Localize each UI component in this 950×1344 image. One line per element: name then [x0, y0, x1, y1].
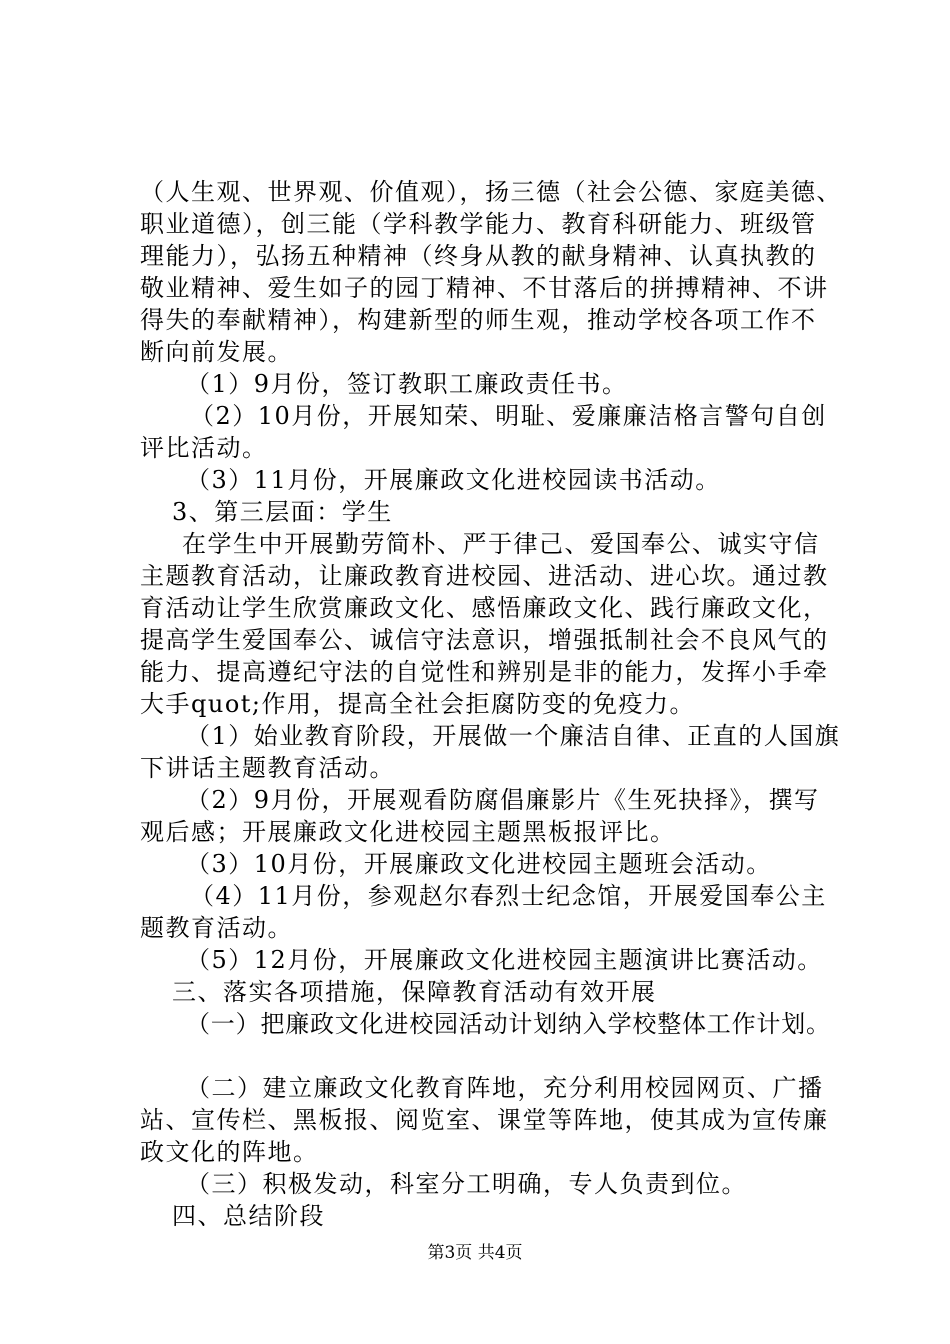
text-line: 能力、提高遵纪守法的自觉性和辨别是非的能力，发挥小手牵: [140, 658, 829, 686]
text-line: 评比活动。: [140, 434, 268, 462]
text-line: 下讲话主题教育活动。: [140, 754, 395, 782]
list-item: （4）11月份，参观赵尔春烈士纪念馆，开展爱国奉公主: [190, 882, 827, 910]
text-line: 站、宣传栏、黑板报、阅览室、课堂等阵地，使其成为宣传廉: [140, 1106, 829, 1134]
text-line: 政文化的阵地。: [140, 1138, 319, 1166]
text-line: 敬业精神、爱生如子的园丁精神、不甘落后的拼搏精神、不讲: [140, 274, 829, 302]
text-line: 职业道德），创三能（学科教学能力、教育科研能力、班级管: [140, 210, 817, 238]
list-item: （三）积极发动，科室分工明确，专人负责到位。: [186, 1170, 747, 1198]
text-line: 题教育活动。: [140, 914, 293, 942]
list-item: （一）把廉政文化进校园活动计划纳入学校整体工作计划。: [186, 1010, 831, 1038]
page-number: 第3页 共4页: [427, 1243, 523, 1263]
list-item: （二）建立廉政文化教育阵地，充分利用校园网页、广播: [186, 1074, 824, 1102]
text-line: 育活动让学生欣赏廉政文化、感悟廉政文化、践行廉政文化，: [140, 594, 829, 622]
text-line: 得失的奉献精神），构建新型的师生观，推动学校各项工作不: [140, 306, 817, 334]
text-line: 观后感；开展廉政文化进校园主题黑板报评比。: [140, 818, 676, 846]
list-item: （2）10月份，开展知荣、明耻、爱廉廉洁格言警句自创: [190, 402, 827, 430]
list-item: （1）9月份，签订教职工廉政责任书。: [186, 370, 628, 398]
list-item: （5）12月份，开展廉政文化进校园主题演讲比赛活动。: [186, 946, 823, 974]
list-item: （3）11月份，开展廉政文化进校园读书活动。: [186, 466, 721, 494]
text-line: 提高学生爱国奉公、诚信守法意识，增强抵制社会不良风气的: [140, 626, 829, 654]
text-line: 在学生中开展勤劳简朴、严于律己、爱国奉公、诚实守信: [182, 530, 820, 558]
text-line: 大手quot;作用，提高全社会拒腐防变的免疫力。: [140, 690, 695, 718]
text-line: （人生观、世界观、价值观），扬三德（社会公德、家庭美德、: [140, 178, 842, 206]
section-heading: 三、落实各项措施，保障教育活动有效开展: [172, 978, 657, 1006]
list-item: （2）9月份，开展观看防腐倡廉影片《生死抉择》，撰写: [186, 786, 820, 814]
list-item: （3）10月份，开展廉政文化进校园主题班会活动。: [186, 850, 772, 878]
text-line: 主题教育活动，让廉政教育进校园、进活动、进心坎。通过教: [140, 562, 829, 590]
text-line: 断向前发展。: [140, 338, 293, 366]
text-line: 理能力），弘扬五种精神（终身从教的献身精神、认真执教的: [140, 242, 817, 270]
section-heading: 3、第三层面：学生: [172, 498, 393, 526]
list-item: （1）始业教育阶段，开展做一个廉洁自律、正直的人国旗: [186, 722, 841, 750]
section-heading: 四、总结阶段: [172, 1202, 325, 1230]
